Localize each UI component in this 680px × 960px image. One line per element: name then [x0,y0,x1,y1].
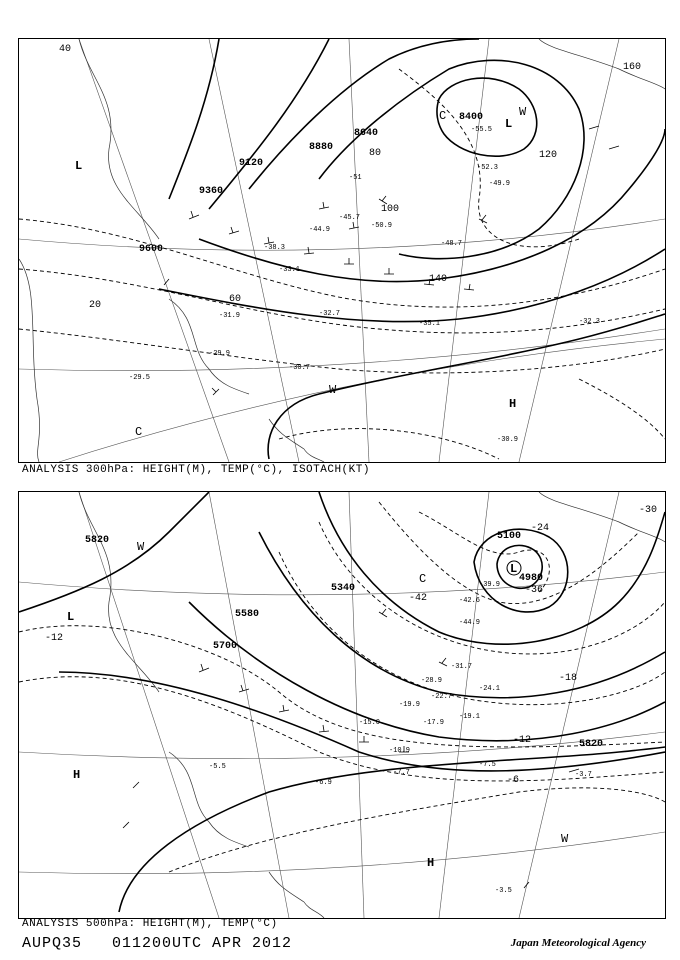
temperature-label: -30.9 [497,436,519,444]
bulletin-code: AUPQ35 [22,935,83,952]
isotherm-label: -12 [45,633,64,644]
temperature-label: -44.9 [459,619,481,627]
height-label: 9600 [139,244,164,255]
warm-center-marker: W [329,383,337,397]
height-label: 9360 [199,186,224,197]
graticule [19,39,665,462]
temperature-label: -38.3 [264,244,286,252]
temperature-label: -31.9 [219,312,241,320]
height-contours [19,492,665,912]
height-label: 5340 [331,583,356,594]
temperature-label: -32.7 [319,310,341,318]
coastlines [79,492,665,918]
height-label: 8400 [459,112,484,123]
isotach-label: 40 [59,44,72,55]
temperature-label: -28.9 [421,677,443,685]
high-center-marker: H [73,768,81,782]
temperature-label: -19.9 [399,701,421,709]
height-label: 8880 [309,142,334,153]
cold-center-marker: C [135,425,143,439]
temperature-label: -32.3 [579,318,601,326]
temperature-label: -19.1 [459,713,481,721]
isotherms-dashed [19,69,665,459]
cold-center-marker: C [419,572,427,586]
isotherms-dashed [19,502,665,872]
temperature-label: -49.9 [489,180,511,188]
isotherm-label: -6 [507,775,520,786]
isotach-label: 160 [623,62,642,73]
temperature-label: -7.7 [393,769,410,777]
low-center-marker: L [67,610,75,624]
temperature-label: -50.9 [371,222,393,230]
map-500hpa-svg [19,492,665,918]
bulletin-footer [22,934,662,954]
temperature-label: -22.7 [431,693,453,701]
temperature-label: -3.5 [495,887,512,895]
low-center-marker: L [75,159,83,173]
high-center-marker: H [427,856,435,870]
cold-center-marker: C [439,109,447,123]
height-label: 5820 [579,739,604,750]
height-label: 9120 [239,158,264,169]
temperature-label: -35.1 [419,320,441,328]
height-label: 5820 [85,535,110,546]
temperature-label: -10.9 [389,747,411,755]
warm-center-marker: W [137,540,145,554]
low-center-marker: L [510,562,518,576]
coastlines [19,39,665,462]
graticule [19,492,665,918]
chart-500hpa-map [18,491,666,919]
isotherm-label: -18 [559,673,578,684]
temperature-label: -24.1 [479,685,501,693]
warm-center-marker: W [519,105,527,119]
analysis-datetime: 011200UTC APR 2012 [112,935,293,952]
isotach-label: 80 [369,148,382,159]
height-contours [159,39,665,459]
caption-500hpa: ANALYSIS 500hPa: HEIGHT(M), TEMP(°C) [22,918,278,930]
height-label: 5580 [235,609,260,620]
temperature-label: -39.9 [479,581,501,589]
high-center-marker: H [509,397,517,411]
temperature-label: -15.0 [359,719,381,727]
temperature-label: -48.7 [441,240,463,248]
isotach-label: 140 [429,274,448,285]
temperature-label: -29.5 [129,374,151,382]
caption-300hpa: ANALYSIS 300hPa: HEIGHT(M), TEMP(°C), ISOTACH(KT) [22,464,370,476]
isotherm-label: -24 [531,523,550,534]
isotherm-label: -36 [525,585,544,596]
isotach-label: 120 [539,150,558,161]
temperature-label: -33.1 [279,266,301,274]
temperature-label: -6.9 [315,779,332,787]
wind-barbs [164,126,619,395]
chart-300hpa-map [18,38,666,463]
low-center-marker: L [505,117,513,131]
map-300hpa-svg [19,39,665,462]
height-label: 5100 [497,531,522,542]
isotach-label: 20 [89,300,102,311]
height-label: 8640 [354,128,379,139]
temperature-label: -17.9 [423,719,445,727]
temperature-label: -7.5 [479,761,496,769]
temperature-label: -45.7 [339,214,361,222]
temperature-label: -52.3 [477,164,499,172]
isotherm-label: -42 [409,593,428,604]
temperature-label: -44.9 [309,226,331,234]
temperature-label: -51 [349,174,362,182]
height-label: 4980 [519,573,544,584]
isotherm-label: -30 [639,505,658,516]
temperature-label: -30.7 [289,364,311,372]
height-label: 5700 [213,641,238,652]
temperature-label: -5.5 [209,763,226,771]
temperature-label: -42.6 [459,597,481,605]
temperature-label: -29.9 [209,350,231,358]
isotach-label: 100 [381,204,400,215]
temperature-label: -31.7 [451,663,473,671]
isotherm-label: -12 [513,735,532,746]
agency-name: Japan Meteorological Agency [510,937,646,949]
temperature-label: -3.7 [575,771,592,779]
temperature-label: -55.5 [471,126,493,134]
isotach-label: 60 [229,294,242,305]
warm-center-marker: W [561,832,569,846]
